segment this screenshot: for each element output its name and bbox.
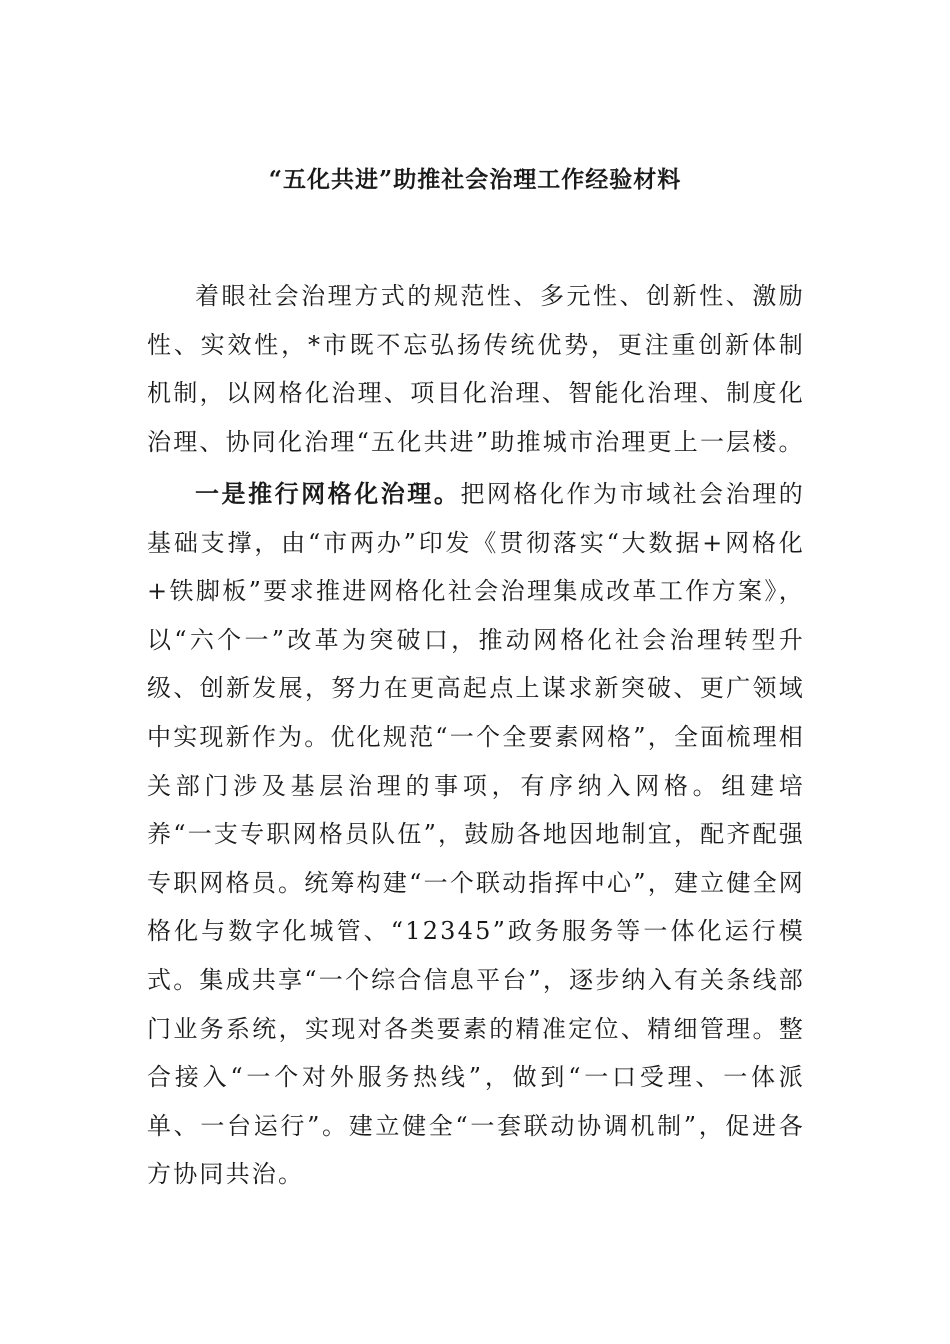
paragraph-intro-text: 着眼社会治理方式的规范性、多元性、创新性、激励性、实效性，*市既不忘弘扬传统优势，更注重创新体制机制，以网格化治理、项目化治理、智能化治理、制度化治理、协同化治理“五化共进”助推城市治理更上一层楼。 (147, 282, 805, 456)
paragraph-gridding-text: 把网格化作为市域社会治理的基础支撑，由“市两办”印发《贯彻落实“大数据+网格化+铁脚板”要求推进网格化社会治理集成改革工作方案》，以“六个一”改革为突破口，推动网格化社会治理转型升级、创新发展，努力在更高起点上谋求新突破、更广领域中实现新作为。优化规范“一个全要素网格”，全面梳理相关部门涉及基层治理的事项，有序纳入网格。组建培养“一支专职网格员队伍”，鼓励各地因地制宜，配齐配强专职网格员。统筹构建“一个联动指挥中心”，建立健全网格化与数字化城管、“12345”政务服务等一体化运行模式。集成共享“一个综合信息平台”，逐步纳入有关条线部门业务系统，实现对各类要素的精准定位、精细管理。整合接入“一个对外服务热线”，做到“一口受理、一体派单、一台运行”。建立健全“一套联动协调机制”，促进各方协同共治。 (147, 480, 805, 1189)
paragraph-intro (147, 272, 805, 466)
paragraph-gridding (147, 470, 805, 1199)
paragraph-gridding-heading: 一是推行网格化治理。 (195, 479, 461, 508)
document-title: “五化共进”助推社会治理工作经验材料 (268, 166, 682, 193)
